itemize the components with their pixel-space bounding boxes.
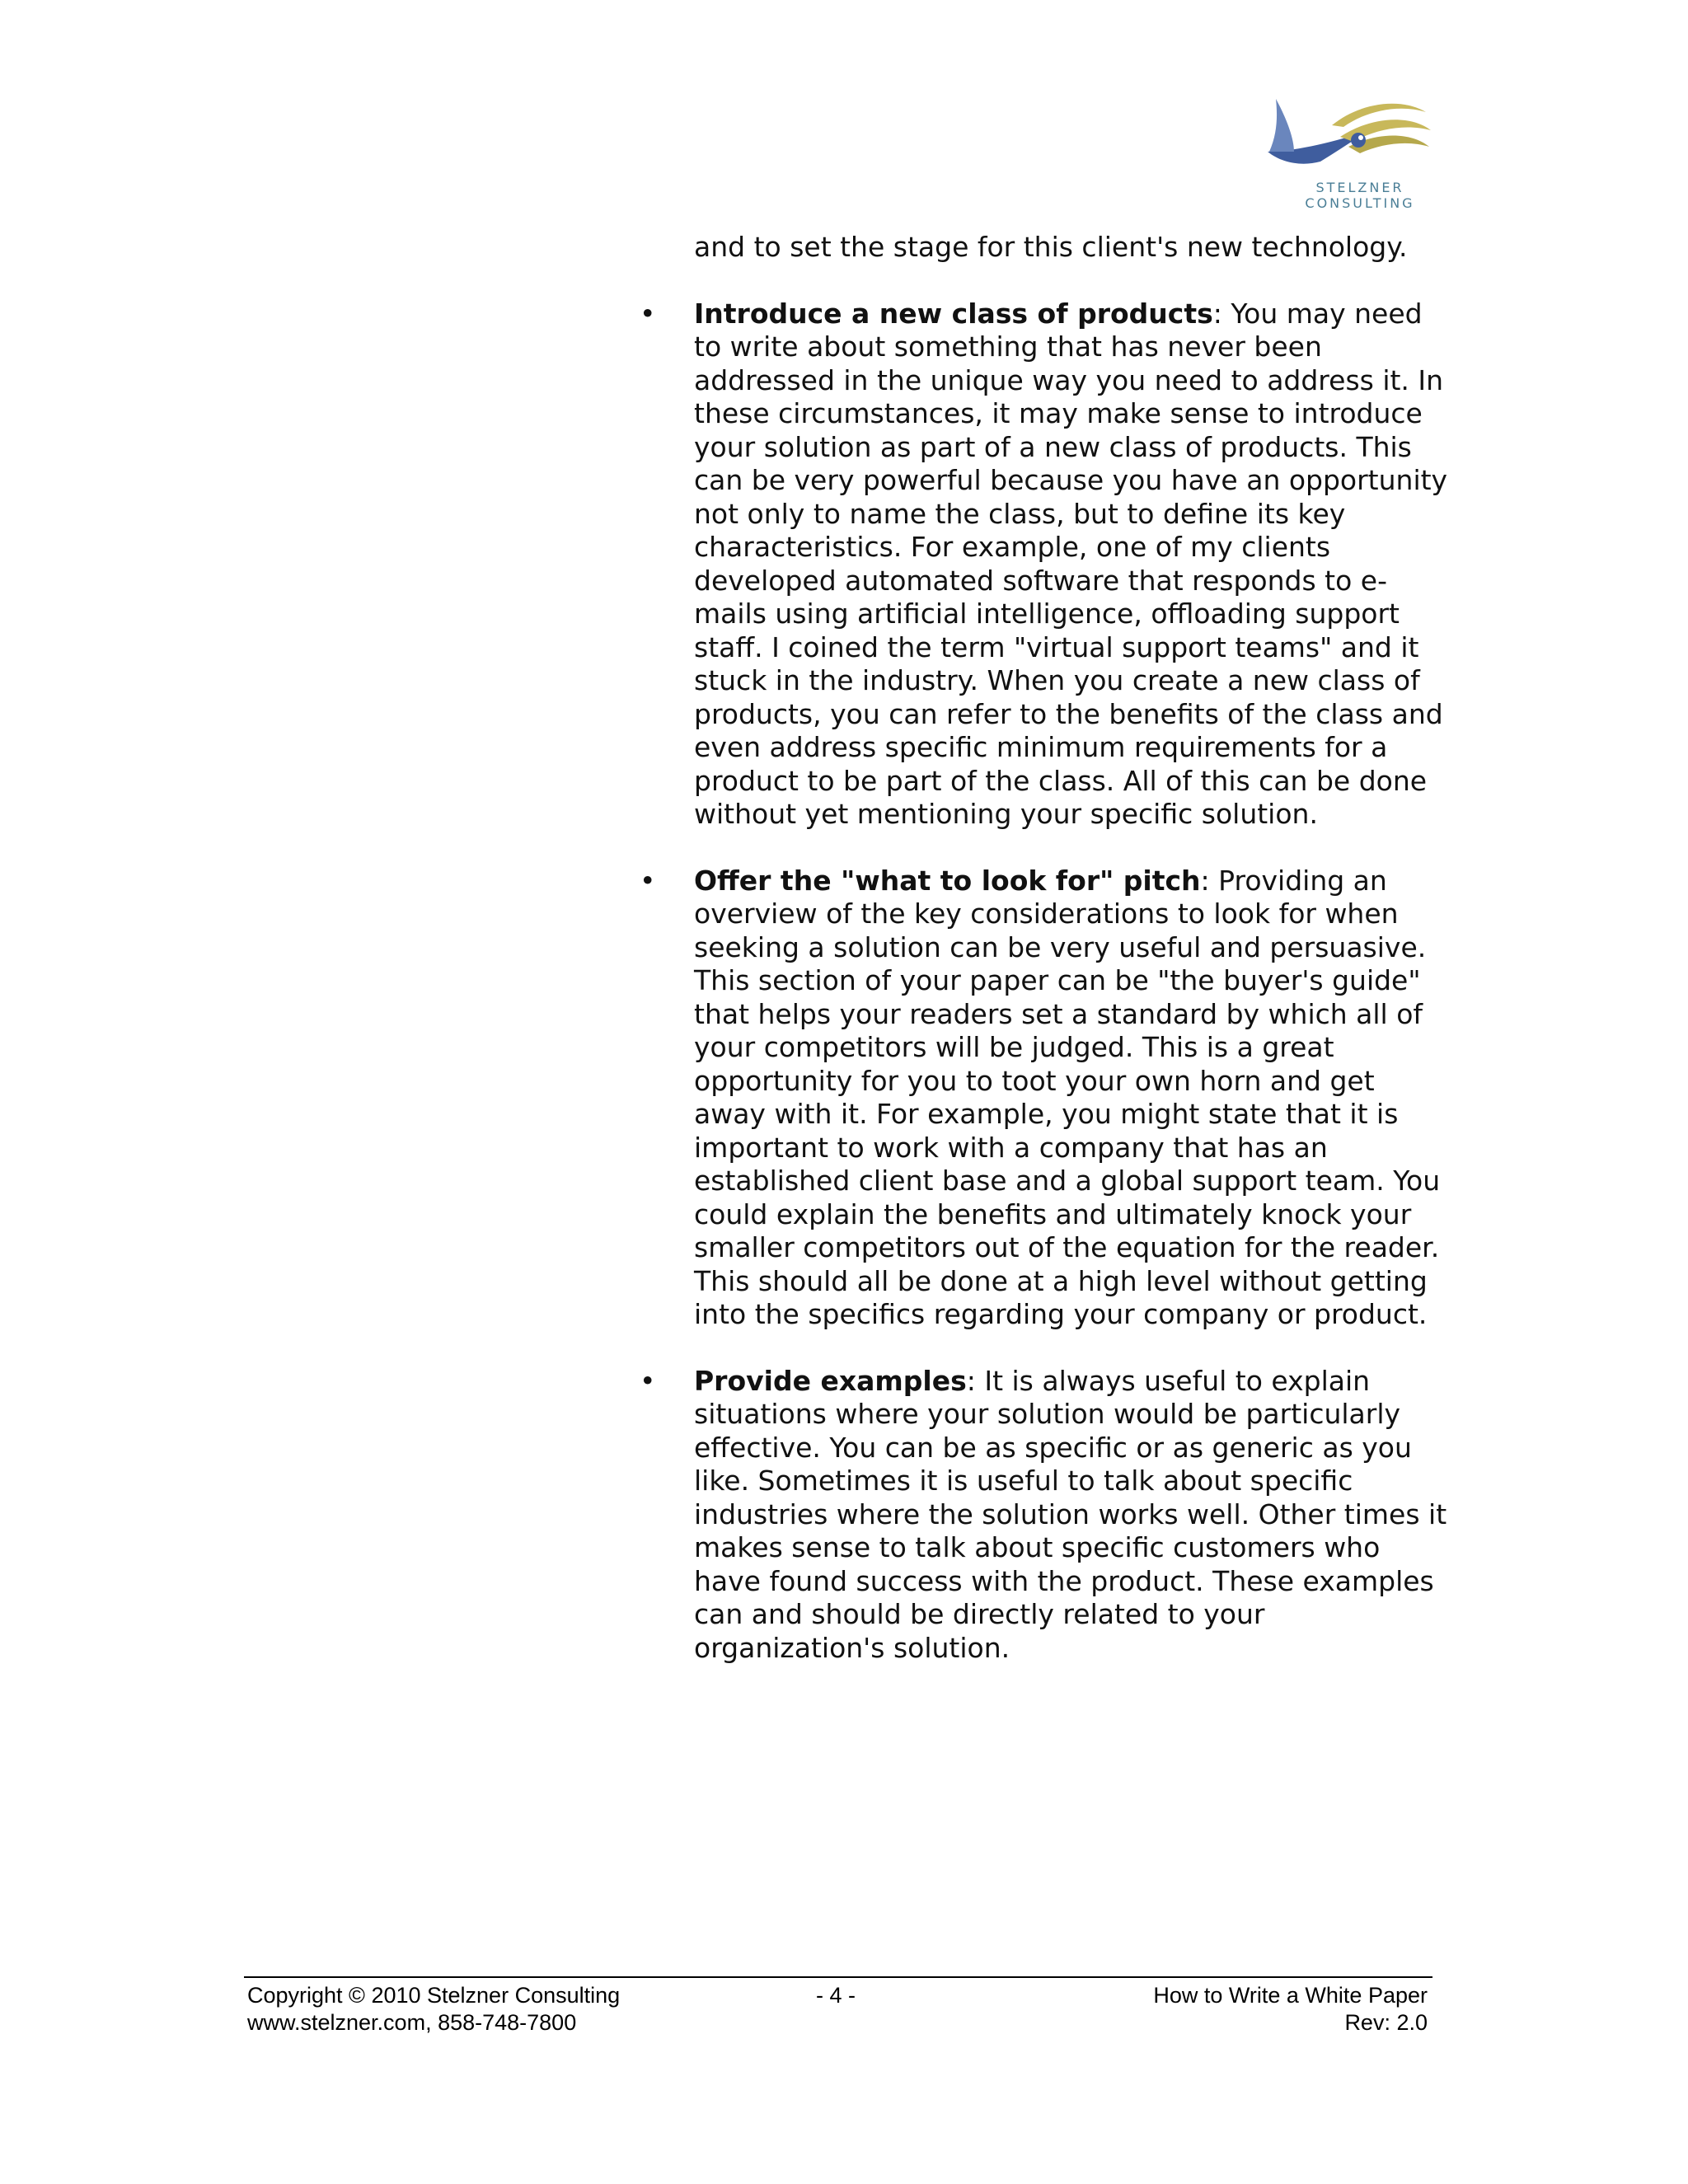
- bullet-heading: Provide examples: [694, 1364, 967, 1397]
- bullet-marker: •: [640, 297, 656, 330]
- footer-row-bottom: [244, 2009, 1432, 2036]
- bullet-text: : Providing an overview of the key considerations to look for when seeking a solution can be very useful and persuasive. This section of your paper can be "the buyer's guide" that helps your readers set a standard by which all of your competitors will be judged. This is a great opportunity for you to toot your own horn and get away with it. For example, you might state that it is important to work with a company that has an established client base and a global support team. You could explain the benefits and ultimately knock your smaller competitors out of the equation for the reader. This should all be done at a high level without getting into the specifics regarding your company or product.: [694, 864, 1441, 1330]
- page-footer: [244, 1976, 1432, 2036]
- document-body: [640, 231, 1451, 1698]
- bullet-marker: •: [640, 864, 656, 897]
- bullet-heading: Introduce a new class of products: [694, 297, 1213, 330]
- eye-swoosh-logo-icon: [1261, 92, 1459, 175]
- footer-revision: Rev: 2.0: [1344, 2010, 1428, 2035]
- bullet-marker: •: [640, 1364, 656, 1397]
- bullet-item: [640, 1365, 1451, 1666]
- bullet-text: : It is always useful to explain situations where your solution would be particularly effective. You can be as specific or as generic as you like. Sometimes it is useful to talk about specific industries where the solution works well. Other times it makes sense to talk about specific customers who have found success with the product. These examples can and should be directly related to your organization's solution.: [694, 1364, 1447, 1664]
- footer-doc-title: How to Write a White Paper: [1153, 1983, 1428, 2008]
- footer-row-top: [244, 1982, 1432, 2009]
- bullet-item: [640, 865, 1451, 1332]
- company-logo: [1261, 92, 1459, 211]
- footer-page-number: - 4 -: [816, 1983, 856, 2008]
- lead-paragraph: and to set the stage for this client's new technology.: [694, 231, 1408, 263]
- footer-contact: www.stelzner.com, 858-748-7800: [247, 2010, 577, 2035]
- logo-wordmark: STELZNER CONSULTING: [1305, 180, 1415, 211]
- bullet-item: [640, 298, 1451, 832]
- bullet-heading: Offer the "what to look for" pitch: [694, 864, 1201, 897]
- bullet-text: : You may need to write about something that has never been addressed in the unique way you need to address it. In these circumstances, it may make sense to introduce your solution as part of a new class of products. This can be very powerful because you have an opportunity not only to name the class, but to define its key characteristics. For example, one of my clients developed automated software that responds to e-mails using artificial intelligence, offloading support staff. I coined the term "virtual support teams" and it stuck in the industry. When you create a new class of products, you can refer to the benefits of the class and even address specific minimum requirements for a product to be part of the class. All of this can be done without yet mentioning your specific solution.: [694, 297, 1448, 830]
- footer-copyright: Copyright © 2010 Stelzner Consulting: [247, 1983, 621, 2008]
